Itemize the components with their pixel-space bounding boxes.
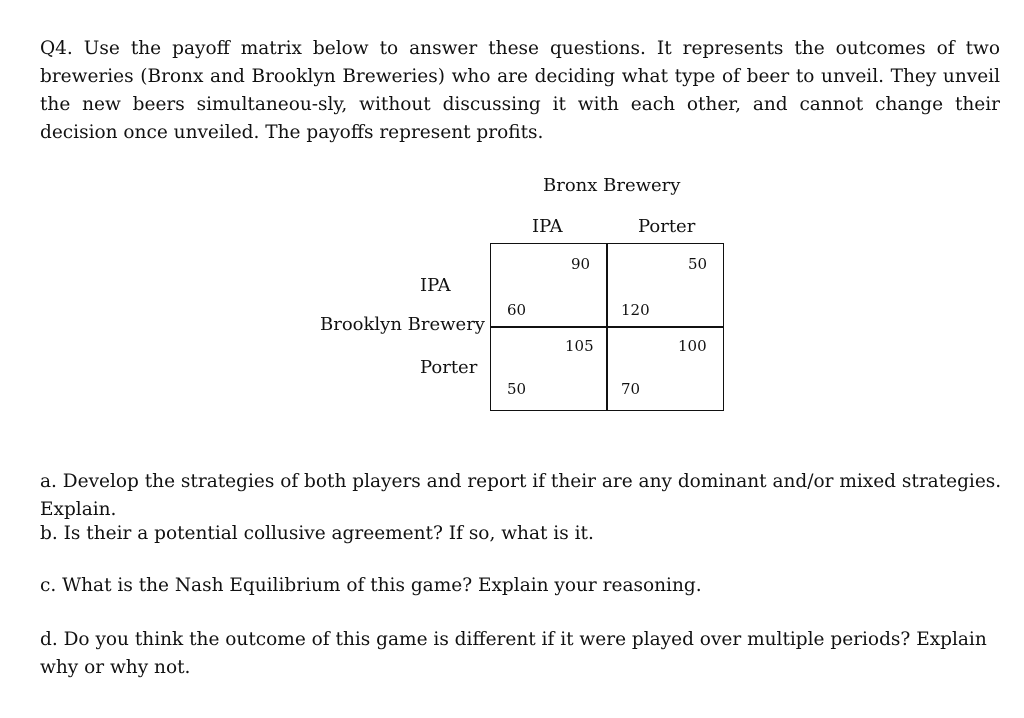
payoff-ipa-porter-brooklyn: 120: [621, 301, 650, 319]
payoff-porter-ipa-bronx: 105: [565, 337, 594, 355]
column-player-label: Bronx Brewery: [543, 175, 681, 196]
row-player-label: Brooklyn Brewery: [320, 314, 485, 335]
column-strategy-ipa: IPA: [532, 216, 563, 237]
payoff-ipa-ipa-bronx: 90: [571, 255, 591, 273]
sub-question-a: a. Develop the strategies of both players and report if their are any dominant and/or mixed strategies. Explain.: [40, 471, 1002, 520]
matrix-divider-horizontal: [491, 326, 723, 328]
sub-question-d: d. Do you think the outcome of this game is different if it were played over multiple periods? Explain why or why not.: [40, 629, 987, 678]
row-strategy-porter: Porter: [420, 357, 478, 378]
payoff-porter-porter-bronx: 100: [678, 337, 707, 355]
sub-question-c: c. What is the Nash Equilibrium of this game? Explain your reasoning.: [40, 575, 702, 596]
row-strategy-ipa: IPA: [420, 275, 451, 296]
payoff-matrix: [490, 243, 724, 411]
payoff-ipa-ipa-brooklyn: 60: [507, 301, 527, 319]
sub-question-b: b. Is their a potential collusive agreement? If so, what is it.: [40, 523, 594, 544]
payoff-porter-porter-brooklyn: 70: [621, 380, 641, 398]
question-intro: Q4. Use the payoff matrix below to answer these questions. It represents the outcomes of two breweries (Bronx and Brooklyn Breweries) who are deciding what type of beer to unveil. They unveil the new beers simultaneou-sly, without discussing it with each other, and cannot change their decision once unveiled. The payoffs represent profits.: [40, 38, 1000, 143]
payoff-porter-ipa-brooklyn: 50: [507, 380, 527, 398]
payoff-ipa-porter-bronx: 50: [688, 255, 708, 273]
column-strategy-porter: Porter: [638, 216, 696, 237]
